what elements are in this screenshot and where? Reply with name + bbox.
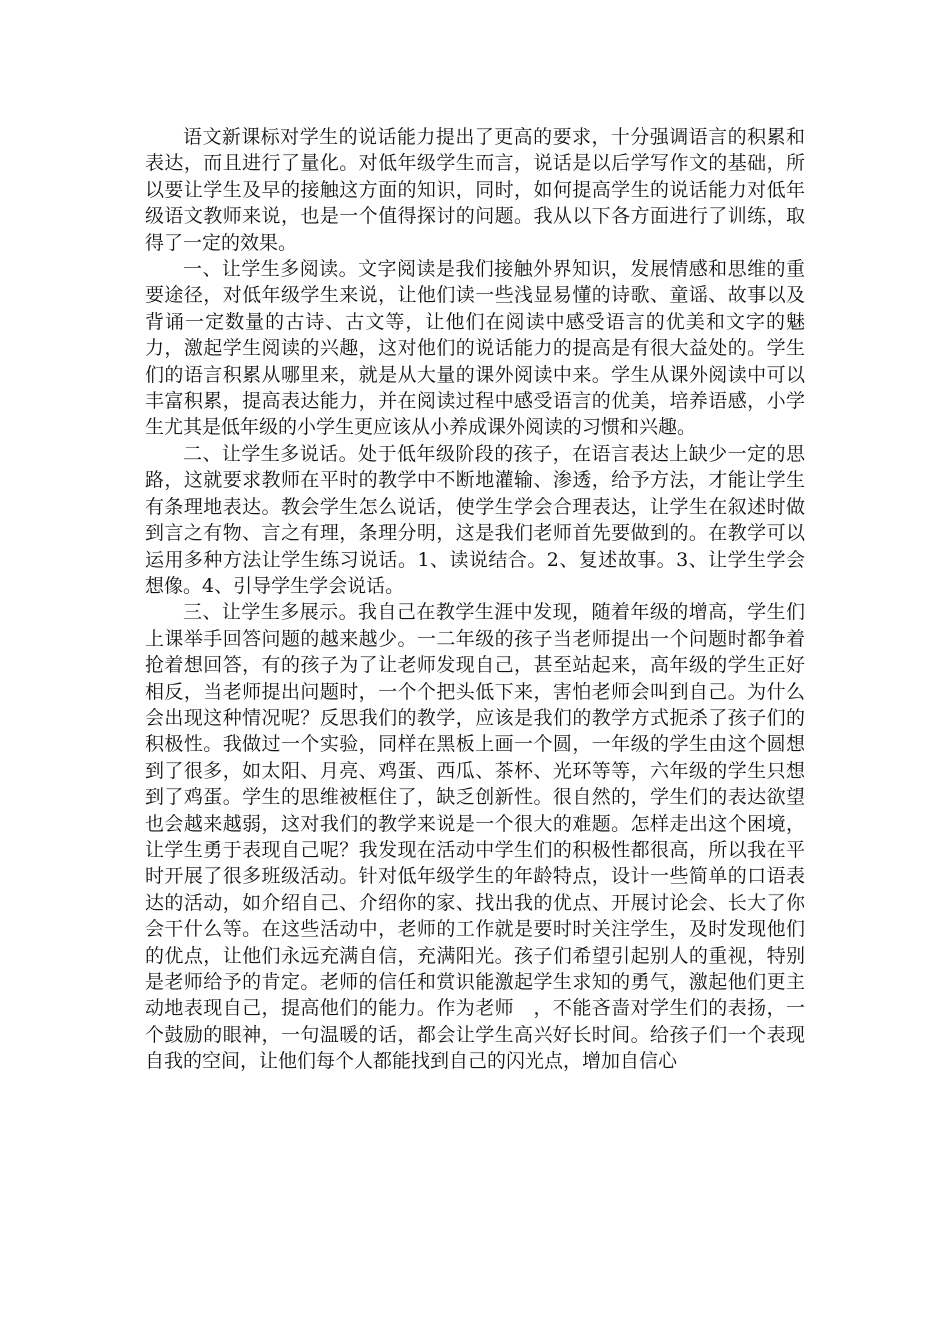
- paragraph-intro: 语文新课标对学生的说话能力提出了更高的要求，十分强调语言的积累和表达，而且进行了量化。对低年级学生而言，说话是以后学写作文的基础，所以要让学生及早的接触这方面的知识，同时，如何提高学生的说话能力对低年级语文教师来说，也是一个值得探讨的问题。我从以下各方面进行了训练，取得了一定的效果。: [145, 126, 805, 254]
- paragraph-showing: 三、让学生多展示。我自己在教学生涯中发现，随着年级的增高，学生们上课举手回答问题的越来越少。一二年级的孩子当老师提出一个问题时都争着抢着想回答，有的孩子为了让老师发现自己，甚至站起来，高年级的学生正好相反，当老师提出问题时，一个个把头低下来，害怕老师会叫到自己。为什么会出现这种情况呢？反思我们的教学，应该是我们的教学方式扼杀了孩子们的积极性。我做过一个实验，同样在黑板上画一个圆，一年级的学生由这个圆想到了很多，如太阳、月亮、鸡蛋、西瓜、茶杯、光环等等，六年级的学生只想到了鸡蛋。学生的思维被框住了，缺乏创新性。很自然的，学生们的表达欲望也会越来越弱，这对我们的教学来说是一个很大的难题。怎样走出这个困境，让学生勇于表现自己呢？我发现在活动中学生们的积极性都很高，所以我在平时开展了很多班级活动。针对低年级学生的年龄特点，设计一些简单的口语表达的活动，如介绍自己、介绍你的家、找出我的优点、开展讨论会、长大了你会干什么等。在这些活动中，老师的工作就是要时时关注学生，及时发现他们的优点，让他们永远充满自信，充满阳光。孩子们希望引起别人的重视，特别是老师给予的肯定。老师的信任和赏识能激起学生求知的勇气，激起他们更主动地表现自己，提高他们的能力。作为老师 ，不能吝啬对学生们的表扬，一个鼓励的眼神，一句温暖的话，都会让学生高兴好长时间。给孩子们一个表现自我的空间，让他们每个人都能找到自己的闪光点，增加自信心: [145, 601, 805, 1073]
- paragraph-speaking: 二、让学生多说话。处于低年级阶段的孩子，在语言表达上缺少一定的思路，这就要求教师在平时的教学中不断地灌输、渗透，给予方法，才能让学生有条理地表达。教会学生怎么说话，使学生学会合理表达，让学生在叙述时做到言之有物、言之有理，条理分明，这是我们老师首先要做到的。在教学可以运用多种方法让学生练习说话。1、读说结合。2、复述故事。3、让学生学会想像。4、引导学生学会说话。: [145, 442, 805, 597]
- paragraph-reading: 一、让学生多阅读。文字阅读是我们接触外界知识，发展情感和思维的重要途径，对低年级学生来说，让他们读一些浅显易懂的诗歌、童谣、故事以及背诵一定数量的古诗、古文等，让他们在阅读中感受语言的优美和文字的魅力，激起学生阅读的兴趣，这对他们的说话能力的提高是有很大益处的。学生们的语言积累从哪里来，就是从大量的课外阅读中来。学生从课外阅读中可以丰富积累，提高表达能力，并在阅读过程中感受语言的优美，培养语感，小学生尤其是低年级的小学生更应该从小养成课外阅读的习惯和兴趣。: [145, 258, 805, 439]
- document-body: [145, 124, 805, 1075]
